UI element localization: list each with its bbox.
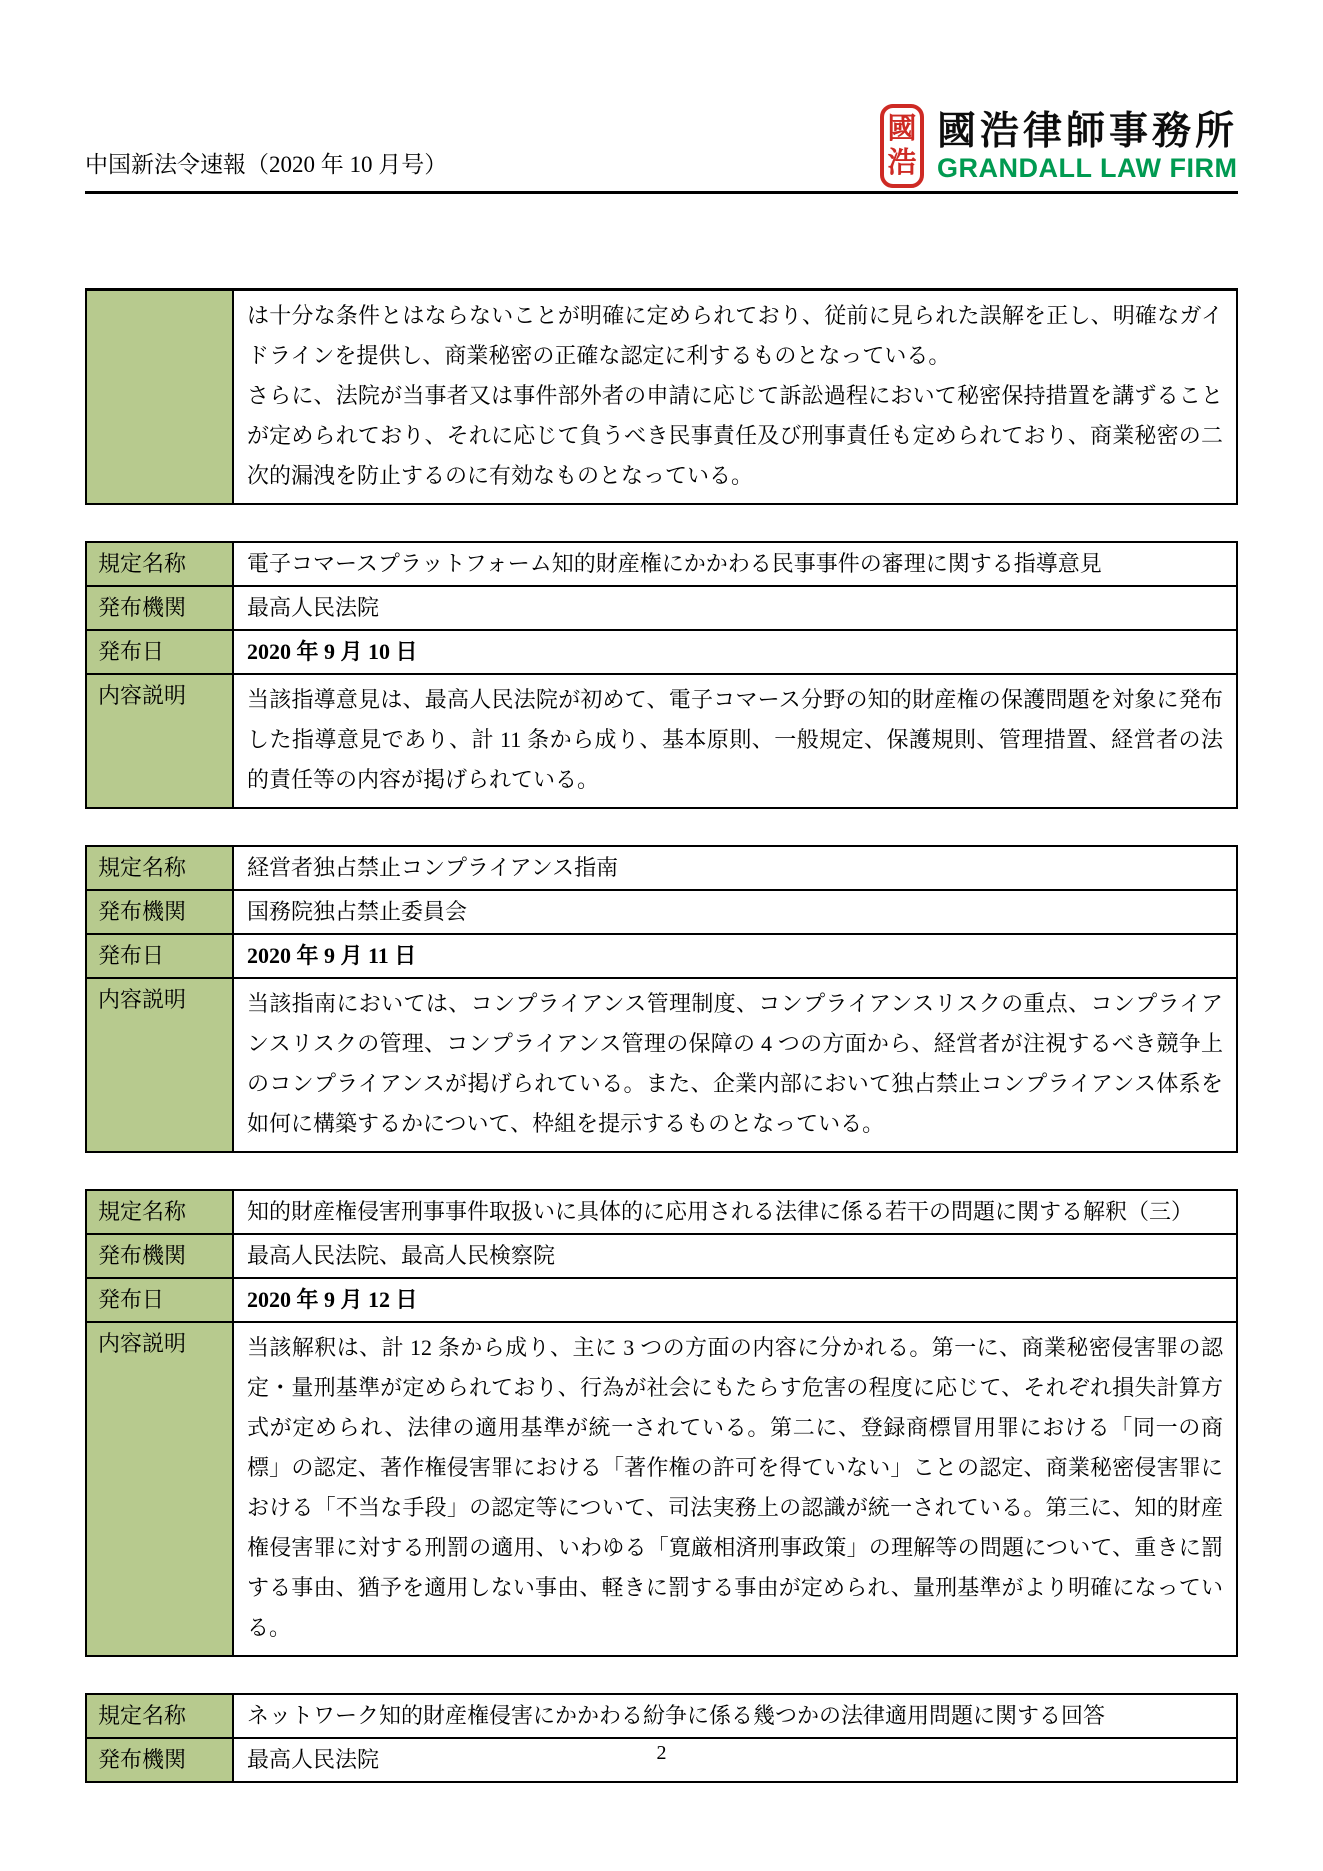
row-label-name: 規定名称 [86,1190,233,1234]
description-text: 当該指南においては、コンプライアンス管理制度、コンプライアンスリスクの重点、コンプライアンスリスクの管理、コンプライアンス管理の保障の 4 つの方面から、経営者が注視するべき競争上のコンプライアンスが掲げられている。また、企業内部において独占禁止コンプライアンス体系を如何に構築するかについて、枠組を提示するものとなっている。 [233,978,1237,1152]
row-label-description: 内容説明 [86,1322,233,1656]
law-table-4 [85,1693,1238,1783]
firm-name-en: GRANDALL LAW FIRM [936,152,1238,183]
continuation-label-cell [86,290,233,505]
law-table-3 [85,1189,1238,1657]
description-text: 当該解釈は、計 12 条から成り、主に 3 つの方面の内容に分かれる。第一に、商業秘密侵害罪の認定・量刑基準が定められており、行為が社会にもたらす危害の程度に応じて、それぞれ損失計算方式が定められ、法律の適用基準が統一されている。第二に、登録商標冒用罪における「同一の商標」の認定、著作権侵害罪における「著作権の許可を得ていない」ことの認定、商業秘密侵害罪における「不当な手段」の認定等について、司法実務上の認識が統一されている。第三に、知的財産権侵害罪に対する刑罰の適用、いわゆる「寛厳相済刑事政策」の理解等の問題について、重きに罰する事由、猶予を適用しない事由、軽きに罰する事由が定められ、量刑基準がより明確になっている。 [233,1322,1237,1656]
seal-char-top: 國 [887,113,917,145]
issuing-agency: 最高人民法院 [233,1738,1237,1782]
issue-date: 2020 年 9 月 11 日 [233,934,1237,978]
firm-name-cjk: 國浩律師事務所 [936,109,1238,153]
row-label-agency: 発布機関 [86,586,233,630]
row-label-description: 内容説明 [86,978,233,1152]
law-table-2 [85,845,1238,1153]
regulation-name: ネットワーク知的財産権侵害にかかわる紛争に係る幾つかの法律適用問題に関する回答 [233,1694,1237,1738]
page-content [85,288,1238,1819]
table-row [86,1322,1237,1656]
continuation-text-cell [233,290,1237,505]
row-label-date: 発布日 [86,630,233,674]
row-label-description: 内容説明 [86,674,233,808]
table-row [86,674,1237,808]
regulation-name: 電子コマースプラットフォーム知的財産権にかかわる民事事件の審理に関する指導意見 [233,542,1237,586]
table-row [86,1278,1237,1322]
page-number: 2 [656,1742,667,1764]
table-row [86,934,1237,978]
issuing-agency: 最高人民法院 [233,586,1237,630]
newsletter-title: 中国新法令速報（2020 年 10 月号） [85,152,448,177]
row-label-date: 発布日 [86,1278,233,1322]
paragraph: さらに、法院が当事者又は事件部外者の申請に応じて訴訟過程において秘密保持措置を講ずることが定められており、それに応じて負うべき民事責任及び刑事責任も定められており、商業秘密の二次的漏洩を防止するのに有効なものとなっている。 [247,383,1223,488]
issue-date: 2020 年 9 月 12 日 [233,1278,1237,1322]
regulation-name: 経営者独占禁止コンプライアンス指南 [233,846,1237,890]
table-row [86,978,1237,1152]
law-table-continuation [85,288,1238,505]
row-label-agency: 発布機関 [86,890,233,934]
issue-date: 2020 年 9 月 10 日 [233,630,1237,674]
table-row [86,290,1237,505]
page-header [85,104,1238,194]
table-row [86,890,1237,934]
row-label-name: 規定名称 [86,846,233,890]
issuing-agency: 国務院独占禁止委員会 [233,890,1237,934]
seal-char-bottom: 浩 [887,147,917,179]
firm-names [937,110,1238,183]
description-text: 当該指導意見は、最高人民法院が初めて、電子コマース分野の知的財産権の保護問題を対象に発布した指導意見であり、計 11 条から成り、基本原則、一般規定、保護規則、管理措置、経営者の法的責任等の内容が掲げられている。 [233,674,1237,808]
table-row [86,1234,1237,1278]
table-row [86,542,1237,586]
table-row [86,1694,1237,1738]
paragraph: は十分な条件とはならないことが明確に定められており、従前に見られた誤解を正し、明確なガイドラインを提供し、商業秘密の正確な認定に利するものとなっている。 [247,303,1223,368]
table-row [86,630,1237,674]
seal-icon [880,104,924,188]
row-label-agency: 発布機関 [86,1738,233,1782]
row-label-date: 発布日 [86,934,233,978]
row-label-name: 規定名称 [86,542,233,586]
table-row [86,1190,1237,1234]
row-label-name: 規定名称 [86,1694,233,1738]
issuing-agency: 最高人民法院、最高人民検察院 [233,1234,1237,1278]
row-label-agency: 発布機関 [86,1234,233,1278]
regulation-name: 知的財産権侵害刑事事件取扱いに具体的に応用される法律に係る若干の問題に関する解釈（三） [233,1190,1237,1234]
law-table-1 [85,541,1238,809]
firm-logo [880,104,1238,188]
table-row [86,586,1237,630]
table-row [86,846,1237,890]
